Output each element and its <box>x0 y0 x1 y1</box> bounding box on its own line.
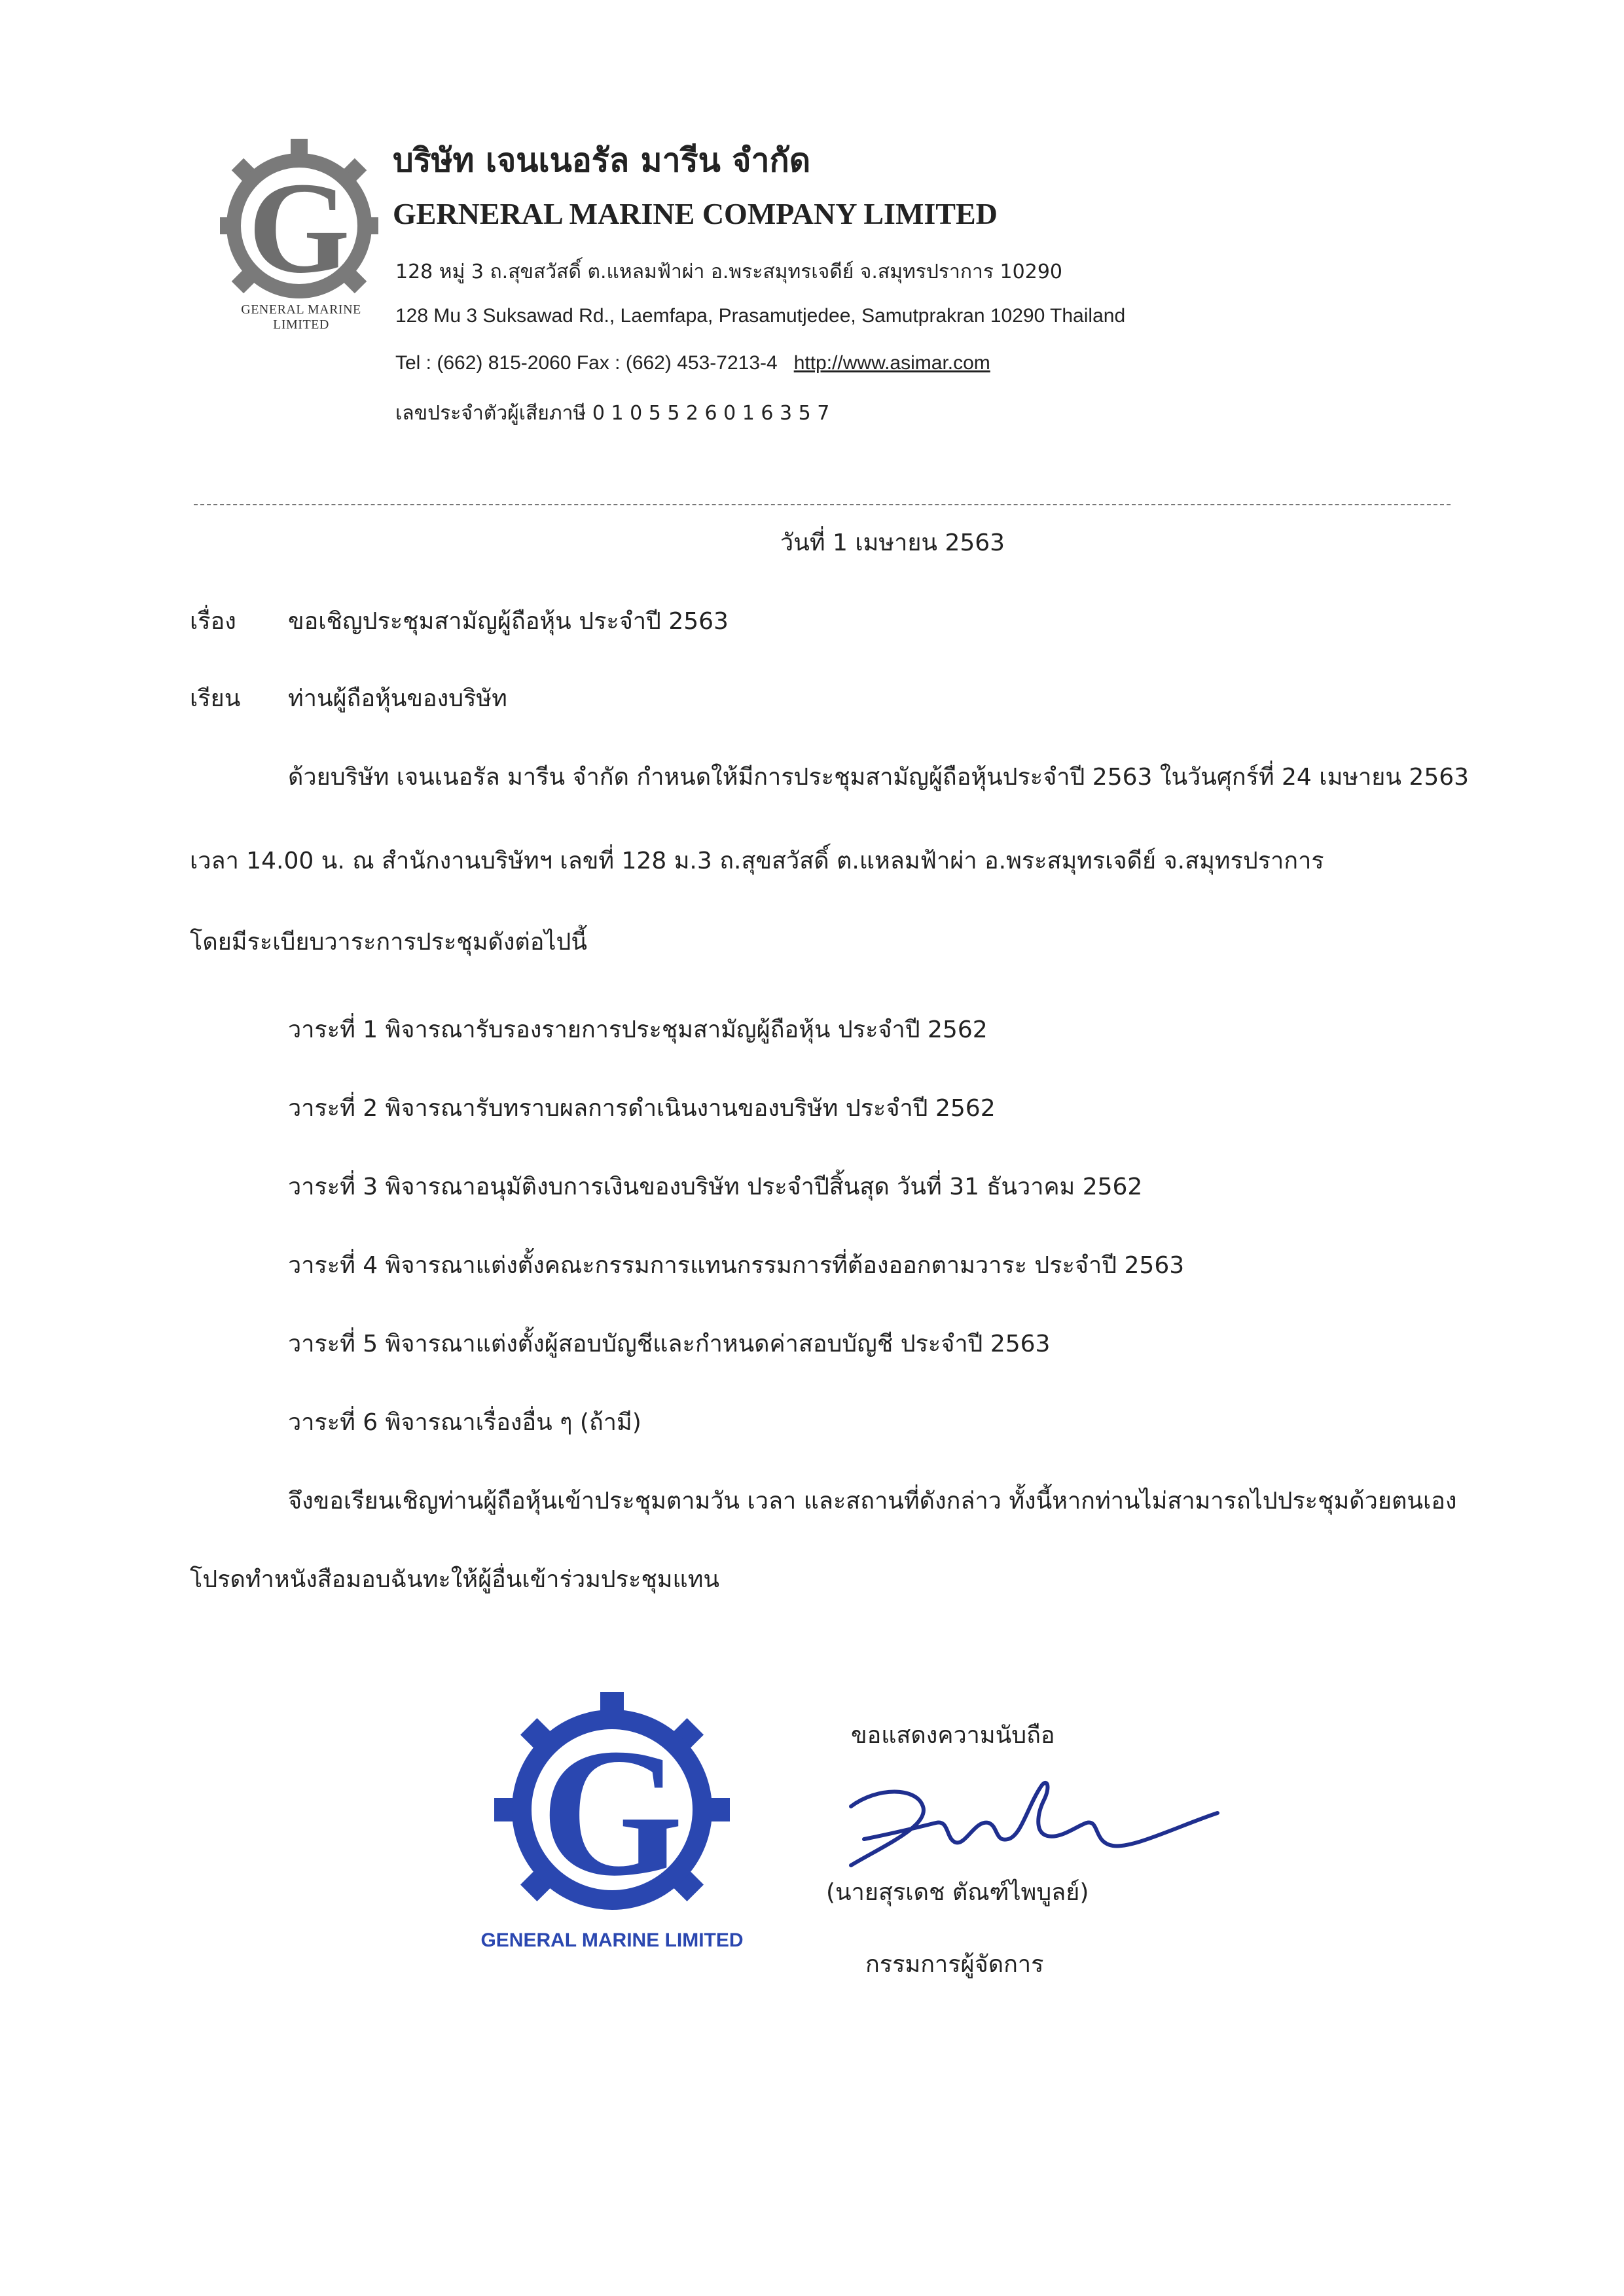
paragraph-1-line-2: เวลา 14.00 น. ณ สำนักงานบริษัทฯ เลขที่ 128 ม.3 ถ.สุขสวัสดิ์ ต.แหลมฟ้าผ่า อ.พระสมุทรเจดีย์ จ.สมุทรปราการ <box>190 848 1324 874</box>
agenda-item-6: วาระที่ 6 พิจารณาเรื่องอื่น ๆ (ถ้ามี) <box>288 1409 641 1436</box>
agenda-item-2: วาระที่ 2 พิจารณารับทราบผลการดำเนินงานของบริษัท ประจำปี 2562 <box>288 1095 996 1122</box>
svg-text:G: G <box>541 1710 683 1914</box>
company-name-en: GERNERAL MARINE COMPANY LIMITED <box>393 197 998 230</box>
signer-position: กรรมการผู้จัดการ <box>865 1951 1044 1978</box>
tax-id: เลขประจำตัวผู้เสียภาษี 0 1 0 5 5 2 6 0 1 6 3 5 7 <box>395 402 830 425</box>
recipient-label: เรียน <box>190 685 241 712</box>
company-logo <box>220 137 378 314</box>
contact-phone-fax: Tel : (662) 815-2060 Fax : (662) 453-7213-4 <box>395 352 778 374</box>
header-divider <box>194 504 1451 505</box>
paragraph-1-line-3: โดยมีระเบียบวาระการประชุมดังต่อไปนี้ <box>190 929 587 956</box>
address-en: 128 Mu 3 Suksawad Rd., Laemfapa, Prasamutjedee, Samutprakran 10290 Thailand <box>395 305 1126 327</box>
agenda-item-5: วาระที่ 5 พิจารณาแต่งตั้งผู้สอบบัญชีและกำหนดค่าสอบบัญชี ประจำปี 2563 <box>288 1331 1051 1357</box>
subject-text: ขอเชิญประชุมสามัญผู้ถือหุ้น ประจำปี 2563 <box>288 608 729 635</box>
recipient-text: ท่านผู้ถือหุ้นของบริษัท <box>288 685 507 712</box>
paragraph-2-line-1: จึงขอเรียนเชิญท่านผู้ถือหุ้นเข้าประชุมตามวัน เวลา และสถานที่ดังกล่าว ทั้งนี้หากท่านไม่สามารถไปประชุมด้วยตนเอง <box>288 1488 1457 1515</box>
closing-salutation: ขอแสดงความนับถือ <box>851 1722 1055 1749</box>
paragraph-1-line-1: ด้วยบริษัท เจนเนอรัล มารีน จำกัด กำหนดให้มีการประชุมสามัญผู้ถือหุ้นประจำปี 2563 ในวันศุกร์ที่ 24 เมษายน 2563 <box>288 764 1470 791</box>
company-name-th: บริษัท เจนเนอรัล มารีน จำกัด <box>393 141 811 179</box>
agenda-item-3: วาระที่ 3 พิจารณาอนุมัติงบการเงินของบริษัท ประจำปีสิ้นสุด วันที่ 31 ธันวาคม 2562 <box>288 1174 1143 1200</box>
contact-line <box>395 352 990 374</box>
company-seal <box>494 1692 730 1941</box>
agenda-item-1: วาระที่ 1 พิจารณารับรองรายการประชุมสามัญผู้ถือหุ้น ประจำปี 2562 <box>288 1016 988 1043</box>
address-th: 128 หมู่ 3 ถ.สุขสวัสดิ์ ต.แหลมฟ้าผ่า อ.พระสมุทรเจดีย์ จ.สมุทรปราการ 10290 <box>395 260 1062 283</box>
subject-label: เรื่อง <box>190 608 236 635</box>
handwritten-signature <box>825 1761 1231 1885</box>
logo-caption: GENERAL MARINE LIMITED <box>241 302 361 332</box>
svg-text:G: G <box>248 156 350 300</box>
letter-date: วันที่ 1 เมษายน 2563 <box>780 529 1005 556</box>
website-link[interactable]: http://www.asimar.com <box>793 352 990 374</box>
paragraph-2-line-2: โปรดทำหนังสือมอบฉันทะให้ผู้อื่นเข้าร่วมประชุมแทน <box>190 1566 720 1593</box>
seal-caption: GENERAL MARINE LIMITED <box>480 1929 744 1951</box>
agenda-item-4: วาระที่ 4 พิจารณาแต่งตั้งคณะกรรมการแทนกรรมการที่ต้องออกตามวาระ ประจำปี 2563 <box>288 1252 1185 1279</box>
signer-name: (นายสุรเดช ตัณฑ์ไพบูลย์) <box>826 1879 1089 1906</box>
